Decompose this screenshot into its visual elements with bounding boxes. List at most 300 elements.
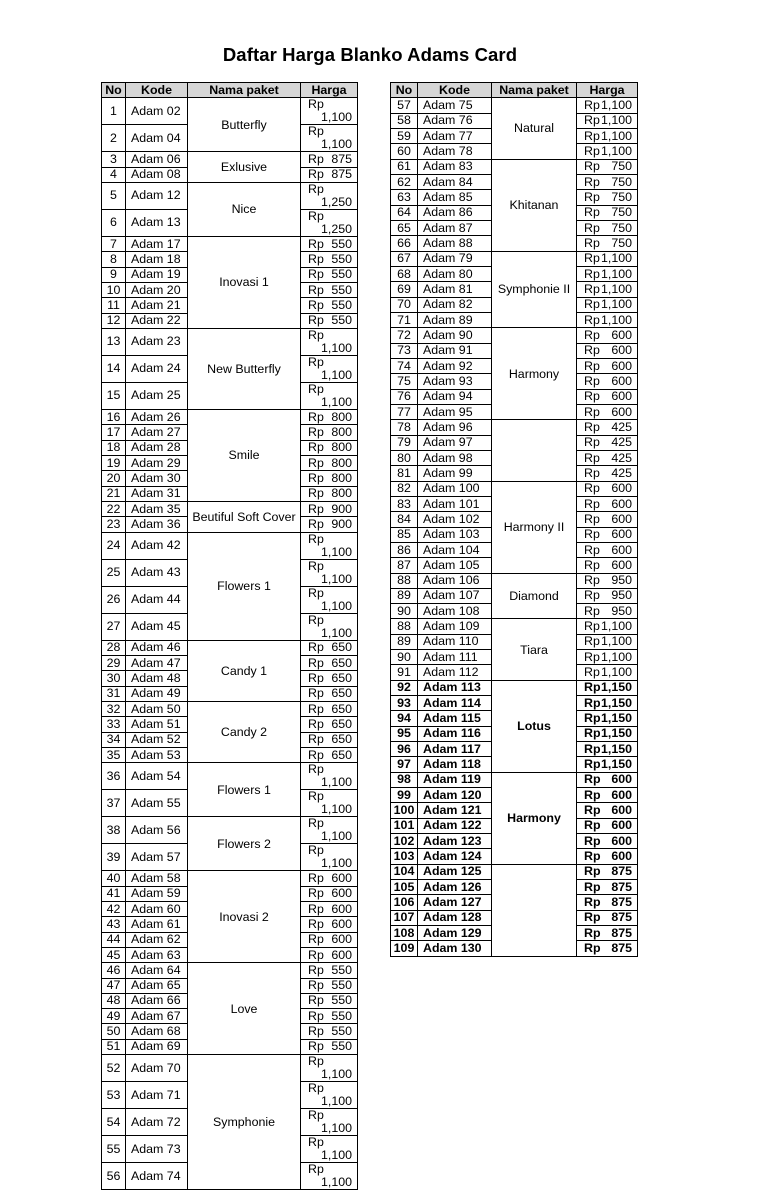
table-row bbox=[391, 864, 638, 879]
price-cell bbox=[301, 655, 358, 670]
table-header-row bbox=[102, 83, 358, 98]
currency-label: Rp bbox=[584, 511, 600, 526]
row-number: 74 bbox=[391, 358, 418, 373]
package-name: Beutiful Soft Cover bbox=[188, 501, 301, 532]
price-amount: 1,150 bbox=[600, 711, 632, 726]
price-amount: 600 bbox=[611, 527, 632, 542]
price-amount: 1,100 bbox=[320, 340, 352, 355]
price-amount: 650 bbox=[331, 655, 352, 670]
currency-label: Rp bbox=[308, 409, 324, 424]
row-number: 42 bbox=[102, 901, 126, 916]
price-amount: 1,100 bbox=[600, 312, 632, 327]
price-cell bbox=[301, 613, 358, 640]
table-row bbox=[391, 98, 638, 113]
price-cell bbox=[577, 420, 638, 435]
row-number: 94 bbox=[391, 711, 418, 726]
row-number: 8 bbox=[102, 252, 126, 267]
currency-label: Rp bbox=[308, 962, 324, 977]
currency-label: Rp bbox=[308, 1081, 324, 1096]
row-number: 61 bbox=[391, 159, 418, 174]
currency-label: Rp bbox=[308, 1135, 324, 1150]
table-row bbox=[102, 328, 358, 355]
price-cell bbox=[577, 788, 638, 803]
row-number: 68 bbox=[391, 266, 418, 281]
price-amount: 1,100 bbox=[600, 97, 632, 112]
row-number: 106 bbox=[391, 895, 418, 910]
product-code: Adam 71 bbox=[126, 1082, 188, 1109]
row-number: 32 bbox=[102, 701, 126, 716]
price-cell bbox=[577, 282, 638, 297]
price-amount: 1,100 bbox=[320, 110, 352, 125]
currency-label: Rp bbox=[584, 772, 601, 787]
price-amount: 1,100 bbox=[320, 598, 352, 613]
price-cell bbox=[577, 711, 638, 726]
price-amount: 600 bbox=[611, 511, 632, 526]
price-cell bbox=[301, 917, 358, 932]
currency-label: Rp bbox=[308, 486, 324, 501]
currency-label: Rp bbox=[584, 435, 600, 450]
package-name: Harmony II bbox=[492, 481, 577, 573]
price-cell bbox=[577, 834, 638, 849]
row-number: 20 bbox=[102, 471, 126, 486]
price-cell bbox=[577, 404, 638, 419]
price-amount: 650 bbox=[331, 701, 352, 716]
price-cell bbox=[301, 993, 358, 1008]
row-number: 6 bbox=[102, 209, 126, 236]
row-number: 43 bbox=[102, 917, 126, 932]
price-cell bbox=[577, 588, 638, 603]
row-number: 10 bbox=[102, 282, 126, 297]
price-amount: 750 bbox=[611, 220, 632, 235]
price-cell bbox=[301, 932, 358, 947]
product-code: Adam 30 bbox=[126, 471, 188, 486]
price-cell bbox=[577, 634, 638, 649]
currency-label: Rp bbox=[308, 613, 324, 627]
row-number: 83 bbox=[391, 496, 418, 511]
product-code: Adam 04 bbox=[126, 125, 188, 152]
currency-label: Rp bbox=[308, 1108, 324, 1123]
product-code: Adam 96 bbox=[418, 420, 492, 435]
price-cell bbox=[301, 1009, 358, 1024]
row-number: 5 bbox=[102, 182, 126, 209]
product-code: Adam 115 bbox=[418, 711, 492, 726]
package-name: Symphonie bbox=[188, 1055, 301, 1190]
price-cell bbox=[577, 251, 638, 266]
currency-label: Rp bbox=[584, 925, 601, 940]
product-code: Adam 117 bbox=[418, 742, 492, 757]
row-number: 80 bbox=[391, 450, 418, 465]
row-number: 102 bbox=[391, 834, 418, 849]
row-number: 2 bbox=[102, 125, 126, 152]
product-code: Adam 82 bbox=[418, 297, 492, 312]
product-code: Adam 42 bbox=[126, 532, 188, 559]
product-code: Adam 53 bbox=[126, 747, 188, 762]
product-code: Adam 121 bbox=[418, 803, 492, 818]
product-code: Adam 124 bbox=[418, 849, 492, 864]
row-number: 86 bbox=[391, 542, 418, 557]
row-number: 105 bbox=[391, 880, 418, 895]
price-amount: 800 bbox=[331, 409, 352, 424]
currency-label: Rp bbox=[584, 358, 600, 373]
currency-label: Rp bbox=[584, 910, 601, 925]
table-row bbox=[102, 701, 358, 716]
currency-label: Rp bbox=[584, 373, 600, 388]
currency-label: Rp bbox=[308, 516, 324, 531]
price-cell bbox=[577, 665, 638, 680]
package-name: Flowers 2 bbox=[188, 817, 301, 871]
product-code: Adam 21 bbox=[126, 298, 188, 313]
product-code: Adam 24 bbox=[126, 355, 188, 382]
product-code: Adam 69 bbox=[126, 1039, 188, 1054]
price-cell bbox=[577, 619, 638, 634]
price-amount: 1,100 bbox=[320, 367, 352, 382]
price-amount: 425 bbox=[611, 435, 632, 450]
page-title: Daftar Harga Blanko Adams Card bbox=[222, 44, 518, 65]
price-amount: 1,100 bbox=[320, 856, 352, 871]
row-number: 49 bbox=[102, 1009, 126, 1024]
row-number: 12 bbox=[102, 313, 126, 328]
product-code: Adam 127 bbox=[418, 895, 492, 910]
row-number: 69 bbox=[391, 282, 418, 297]
currency-label: Rp bbox=[308, 313, 324, 328]
price-cell bbox=[301, 209, 358, 236]
row-number: 48 bbox=[102, 993, 126, 1008]
currency-label: Rp bbox=[308, 440, 324, 455]
product-code: Adam 66 bbox=[126, 993, 188, 1008]
price-amount: 875 bbox=[331, 167, 352, 182]
price-amount: 1,150 bbox=[600, 726, 632, 741]
price-amount: 550 bbox=[331, 1039, 352, 1054]
price-amount: 1,100 bbox=[600, 251, 632, 266]
price-cell bbox=[577, 435, 638, 450]
price-amount: 800 bbox=[331, 424, 352, 439]
price-amount: 1,100 bbox=[600, 143, 632, 158]
product-code: Adam 55 bbox=[126, 790, 188, 817]
product-code: Adam 18 bbox=[126, 252, 188, 267]
product-code: Adam 58 bbox=[126, 871, 188, 886]
currency-label: Rp bbox=[584, 281, 600, 296]
product-code: Adam 116 bbox=[418, 726, 492, 741]
currency-label: Rp bbox=[584, 419, 600, 434]
price-cell bbox=[577, 328, 638, 343]
price-cell bbox=[301, 355, 358, 382]
currency-label: Rp bbox=[584, 649, 600, 664]
product-code: Adam 65 bbox=[126, 978, 188, 993]
currency-label: Rp bbox=[584, 711, 601, 726]
currency-label: Rp bbox=[308, 1162, 324, 1177]
row-number: 11 bbox=[102, 298, 126, 313]
row-number: 67 bbox=[391, 251, 418, 266]
currency-label: Rp bbox=[584, 189, 600, 204]
price-cell bbox=[577, 113, 638, 128]
price-amount: 550 bbox=[331, 236, 352, 251]
product-code: Adam 89 bbox=[418, 312, 492, 327]
currency-label: Rp bbox=[584, 235, 600, 250]
price-amount: 600 bbox=[331, 870, 352, 885]
price-amount: 1,100 bbox=[600, 649, 632, 664]
price-amount: 950 bbox=[611, 588, 632, 603]
currency-label: Rp bbox=[584, 389, 600, 404]
product-code: Adam 130 bbox=[418, 941, 492, 956]
price-cell bbox=[301, 978, 358, 993]
row-number: 19 bbox=[102, 455, 126, 470]
row-number: 25 bbox=[102, 559, 126, 586]
currency-label: Rp bbox=[584, 113, 600, 128]
row-number: 62 bbox=[391, 174, 418, 189]
currency-label: Rp bbox=[584, 833, 601, 848]
product-code: Adam 113 bbox=[418, 680, 492, 695]
price-cell bbox=[301, 1055, 358, 1082]
row-number: 53 bbox=[102, 1082, 126, 1109]
table-row bbox=[391, 159, 638, 174]
currency-label: Rp bbox=[308, 455, 324, 470]
price-cell bbox=[577, 910, 638, 925]
price-cell bbox=[301, 763, 358, 790]
product-code: Adam 120 bbox=[418, 788, 492, 803]
price-amount: 1,100 bbox=[320, 544, 352, 559]
price-amount: 650 bbox=[331, 686, 352, 701]
package-name: Candy 1 bbox=[188, 640, 301, 701]
currency-label: Rp bbox=[308, 993, 324, 1008]
row-number: 46 bbox=[102, 963, 126, 978]
price-amount: 600 bbox=[611, 772, 632, 787]
currency-label: Rp bbox=[584, 619, 600, 634]
header-no: No bbox=[391, 83, 418, 98]
price-amount: 1,100 bbox=[320, 394, 352, 409]
currency-label: Rp bbox=[584, 143, 600, 158]
currency-label: Rp bbox=[308, 789, 324, 804]
price-amount: 1,100 bbox=[600, 297, 632, 312]
row-number: 41 bbox=[102, 886, 126, 901]
package-name: Flowers 1 bbox=[188, 532, 301, 640]
table-row bbox=[391, 251, 638, 266]
price-cell bbox=[301, 1082, 358, 1109]
currency-label: Rp bbox=[584, 573, 600, 588]
price-cell bbox=[577, 266, 638, 281]
currency-label: Rp bbox=[308, 209, 324, 223]
price-cell bbox=[301, 425, 358, 440]
price-cell bbox=[577, 573, 638, 588]
row-number: 3 bbox=[102, 152, 126, 167]
price-cell bbox=[577, 220, 638, 235]
product-code: Adam 67 bbox=[126, 1009, 188, 1024]
price-cell bbox=[577, 358, 638, 373]
currency-label: Rp bbox=[308, 1039, 324, 1054]
price-cell bbox=[577, 312, 638, 327]
price-amount: 1,100 bbox=[600, 266, 632, 281]
currency-label: Rp bbox=[584, 327, 600, 342]
table-row bbox=[391, 680, 638, 695]
row-number: 81 bbox=[391, 466, 418, 481]
price-amount: 1,100 bbox=[600, 634, 632, 649]
price-cell bbox=[301, 963, 358, 978]
product-code: Adam 74 bbox=[126, 1163, 188, 1190]
table-row bbox=[102, 236, 358, 251]
price-cell bbox=[577, 374, 638, 389]
row-number: 82 bbox=[391, 481, 418, 496]
row-number: 60 bbox=[391, 144, 418, 159]
price-amount: 750 bbox=[611, 205, 632, 220]
table-row bbox=[391, 328, 638, 343]
product-code: Adam 20 bbox=[126, 282, 188, 297]
product-code: Adam 95 bbox=[418, 404, 492, 419]
row-number: 76 bbox=[391, 389, 418, 404]
currency-label: Rp bbox=[584, 803, 601, 818]
price-cell bbox=[577, 389, 638, 404]
currency-label: Rp bbox=[308, 251, 324, 266]
price-amount: 950 bbox=[611, 603, 632, 618]
product-code: Adam 45 bbox=[126, 613, 188, 640]
price-amount: 750 bbox=[611, 235, 632, 250]
price-amount: 1,100 bbox=[320, 625, 352, 640]
price-amount: 550 bbox=[331, 1024, 352, 1039]
price-cell bbox=[301, 455, 358, 470]
product-code: Adam 19 bbox=[126, 267, 188, 282]
currency-label: Rp bbox=[308, 732, 324, 747]
currency-label: Rp bbox=[308, 167, 324, 182]
price-amount: 875 bbox=[611, 910, 632, 925]
product-code: Adam 105 bbox=[418, 558, 492, 573]
price-cell bbox=[301, 298, 358, 313]
price-cell bbox=[577, 742, 638, 757]
currency-label: Rp bbox=[308, 978, 324, 993]
price-cell bbox=[301, 252, 358, 267]
row-number: 88 bbox=[391, 619, 418, 634]
price-cell bbox=[577, 128, 638, 143]
price-cell bbox=[577, 542, 638, 557]
currency-label: Rp bbox=[584, 266, 600, 281]
row-number: 103 bbox=[391, 849, 418, 864]
row-number: 109 bbox=[391, 941, 418, 956]
product-code: Adam 29 bbox=[126, 455, 188, 470]
row-number: 107 bbox=[391, 910, 418, 925]
product-code: Adam 108 bbox=[418, 604, 492, 619]
price-amount: 550 bbox=[331, 297, 352, 312]
product-code: Adam 119 bbox=[418, 772, 492, 787]
row-number: 29 bbox=[102, 655, 126, 670]
price-cell bbox=[301, 1024, 358, 1039]
currency-label: Rp bbox=[308, 1008, 324, 1023]
row-number: 108 bbox=[391, 926, 418, 941]
row-number: 18 bbox=[102, 440, 126, 455]
currency-label: Rp bbox=[584, 557, 600, 572]
row-number: 70 bbox=[391, 297, 418, 312]
currency-label: Rp bbox=[584, 695, 601, 710]
price-amount: 600 bbox=[611, 542, 632, 557]
product-code: Adam 84 bbox=[418, 174, 492, 189]
product-code: Adam 98 bbox=[418, 450, 492, 465]
row-number: 52 bbox=[102, 1055, 126, 1082]
price-amount: 1,100 bbox=[320, 1067, 352, 1082]
row-number: 37 bbox=[102, 790, 126, 817]
price-cell bbox=[301, 328, 358, 355]
price-cell bbox=[577, 650, 638, 665]
price-amount: 1,100 bbox=[320, 1121, 352, 1136]
currency-label: Rp bbox=[308, 870, 324, 885]
price-amount: 425 bbox=[611, 465, 632, 480]
product-code: Adam 100 bbox=[418, 481, 492, 496]
price-amount: 1,100 bbox=[320, 802, 352, 817]
price-cell bbox=[301, 236, 358, 251]
price-cell bbox=[301, 947, 358, 962]
product-code: Adam 50 bbox=[126, 701, 188, 716]
price-amount: 650 bbox=[331, 640, 352, 655]
price-amount: 1,100 bbox=[600, 281, 632, 296]
price-amount: 1,100 bbox=[320, 1148, 352, 1163]
header-kode: Kode bbox=[418, 83, 492, 98]
price-cell bbox=[301, 1109, 358, 1136]
row-number: 84 bbox=[391, 512, 418, 527]
price-amount: 1,100 bbox=[600, 113, 632, 128]
table-row bbox=[102, 152, 358, 167]
row-number: 89 bbox=[391, 588, 418, 603]
row-number: 39 bbox=[102, 844, 126, 871]
price-cell bbox=[301, 517, 358, 532]
row-number: 63 bbox=[391, 190, 418, 205]
price-cell bbox=[301, 586, 358, 613]
price-cell bbox=[301, 886, 358, 901]
price-cell bbox=[577, 343, 638, 358]
price-amount: 550 bbox=[331, 313, 352, 328]
header-harga: Harga bbox=[577, 83, 638, 98]
product-code: Adam 92 bbox=[418, 358, 492, 373]
product-code: Adam 99 bbox=[418, 466, 492, 481]
product-code: Adam 48 bbox=[126, 671, 188, 686]
row-number: 72 bbox=[391, 328, 418, 343]
row-number: 23 bbox=[102, 517, 126, 532]
package-name: Harmony bbox=[492, 772, 577, 864]
currency-label: Rp bbox=[584, 297, 600, 312]
price-amount: 1,100 bbox=[600, 128, 632, 143]
currency-label: Rp bbox=[308, 686, 324, 701]
table-row bbox=[102, 817, 358, 844]
currency-label: Rp bbox=[308, 1024, 324, 1039]
currency-label: Rp bbox=[308, 947, 324, 962]
currency-label: Rp bbox=[584, 481, 600, 496]
currency-label: Rp bbox=[308, 716, 324, 731]
price-amount: 600 bbox=[611, 343, 632, 358]
row-number: 56 bbox=[102, 1163, 126, 1190]
product-code: Adam 60 bbox=[126, 901, 188, 916]
price-cell bbox=[577, 926, 638, 941]
price-cell bbox=[301, 282, 358, 297]
price-cell bbox=[301, 701, 358, 716]
product-code: Adam 76 bbox=[418, 113, 492, 128]
product-code: Adam 61 bbox=[126, 917, 188, 932]
product-code: Adam 106 bbox=[418, 573, 492, 588]
product-code: Adam 54 bbox=[126, 763, 188, 790]
row-number: 91 bbox=[391, 665, 418, 680]
price-cell bbox=[301, 1136, 358, 1163]
price-cell bbox=[577, 849, 638, 864]
row-number: 55 bbox=[102, 1136, 126, 1163]
currency-label: Rp bbox=[308, 501, 324, 516]
price-amount: 600 bbox=[611, 803, 632, 818]
price-amount: 600 bbox=[611, 327, 632, 342]
product-code: Adam 36 bbox=[126, 517, 188, 532]
currency-label: Rp bbox=[308, 916, 324, 931]
price-amount: 800 bbox=[331, 486, 352, 501]
row-number: 24 bbox=[102, 532, 126, 559]
table-row bbox=[102, 501, 358, 516]
package-name bbox=[492, 864, 577, 956]
price-cell bbox=[301, 471, 358, 486]
price-cell bbox=[577, 941, 638, 956]
row-number: 64 bbox=[391, 205, 418, 220]
price-amount: 1,100 bbox=[320, 775, 352, 790]
package-name: Inovasi 2 bbox=[188, 871, 301, 963]
currency-label: Rp bbox=[308, 236, 324, 251]
